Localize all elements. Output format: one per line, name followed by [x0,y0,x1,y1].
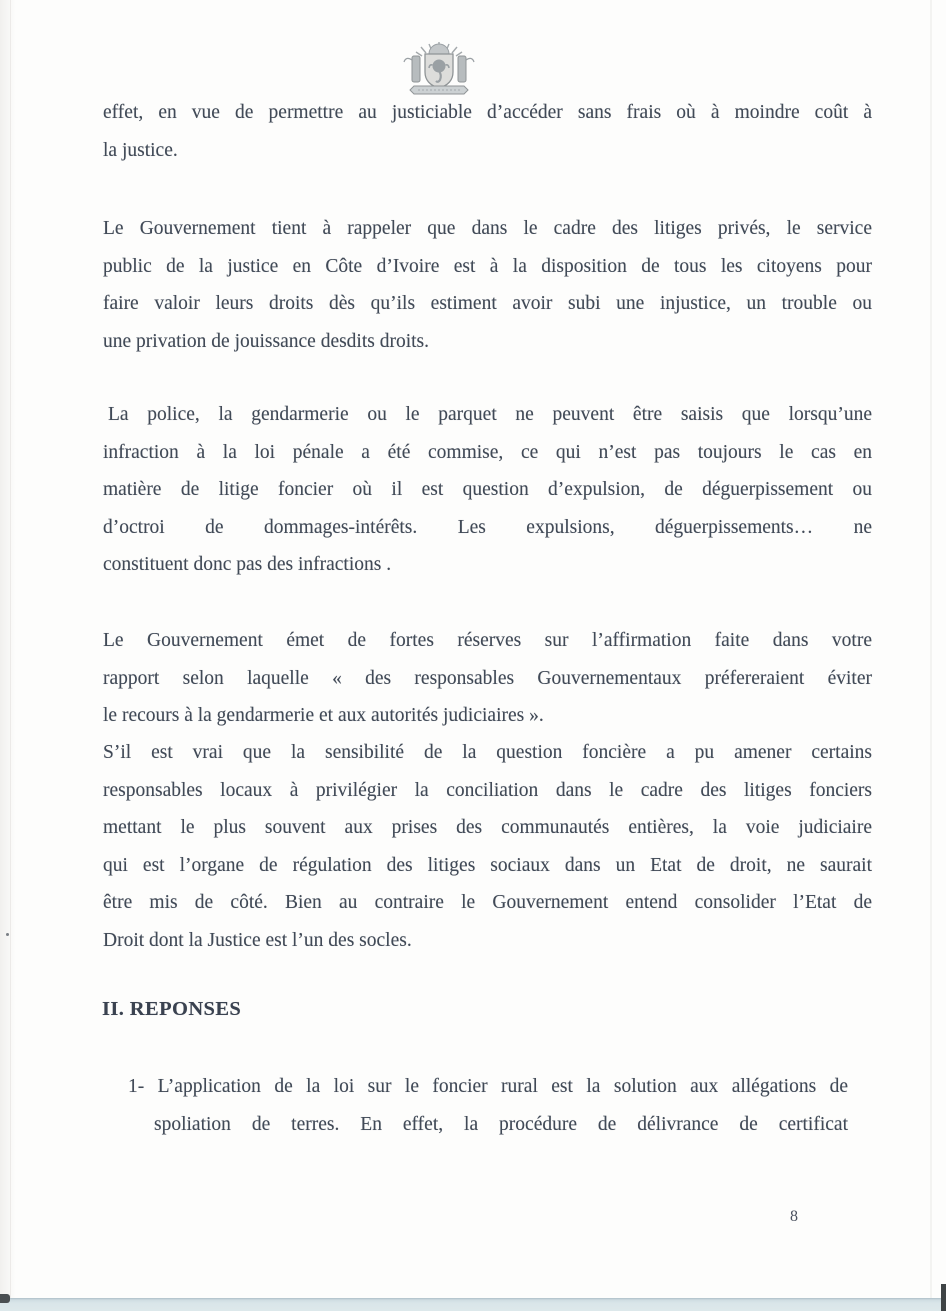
paragraph [103,210,872,360]
text-line: rapport selon laquelle « des responsables Gouvernementaux préfereraient éviter [103,667,872,689]
text-line: qui est l’organe de régulation des litiges sociaux dans un Etat de droit, ne saurait [103,854,872,876]
paragraph [103,396,872,584]
paragraph [103,94,872,169]
text-line: effet, en vue de permettre au justiciable d’accéder sans frais où à moindre coût à [103,102,872,123]
text-line: constituent donc pas des infractions . [103,554,392,575]
paragraph [103,734,872,959]
text-line: d’octroi de dommages-intérêts. Les expulsions, déguerpissements… ne [103,516,872,538]
numbered-list-item [128,1068,848,1144]
scanner-strip [0,1298,946,1311]
list-item-text: L’application de la loi sur le foncier rural est la solution aux allégations de [157,1076,848,1097]
text-line: public de la justice en Côte d’Ivoire est à la disposition de tous les citoyens pour [103,255,872,277]
text-line: matière de litige foncier où il est question d’expulsion, de déguerpissement ou [103,479,872,500]
text-line: mettant le plus souvent aux prises des communautés entières, la voie judiciaire [103,817,872,838]
coat-of-arms-icon [398,40,480,97]
text-line: Le Gouvernement tient à rappeler que dans le cadre des litiges privés, le service [103,218,872,239]
text-line: le recours à la gendarmerie et aux autorités judiciaires ». [103,705,544,726]
text-line: faire valoir leurs droits dès qu’ils estiment avoir subi une injustice, un trouble ou [103,293,872,314]
text-line: la justice. [103,139,178,161]
scan-edge-artifact [930,0,932,1311]
scan-edge-artifact [0,0,16,1311]
text-line: Le Gouvernement émet de fortes réserves sur l’affirmation faite dans votre [103,630,872,651]
text-line: être mis de côté. Bien au contraire le Gouvernement entend consolider l’Etat de [103,892,872,913]
scan-edge-artifact [941,1284,946,1311]
scan-speck-artifact [6,933,9,936]
scan-edge-artifact [0,1294,10,1303]
text-line: S’il est vrai que la sensibilité de la question foncière a pu amener certains [103,742,872,763]
text-line: spoliation de terres. En effet, la procédure de délivrance de certificat [154,1114,848,1135]
text-line: responsables locaux à privilégier la conciliation dans le cadre des litiges fonciers [103,779,872,801]
text-line [128,1068,848,1106]
page-number: 8 [790,1208,798,1225]
text-line: Droit dont la Justice est l’un des socles. [103,929,412,951]
section-heading: II. REPONSES [102,998,242,1020]
text-line: une privation de jouissance desdits droits. [103,330,430,352]
list-item-marker: 1- [128,1076,145,1097]
paragraph [103,622,872,735]
scan-edge-artifact [10,0,11,1311]
text-line: infraction à la loi pénale a été commise, ce qui n’est pas toujours le cas en [103,441,872,463]
text-line: La police, la gendarmerie ou le parquet ne peuvent être saisis que lorsqu’une [108,404,872,425]
